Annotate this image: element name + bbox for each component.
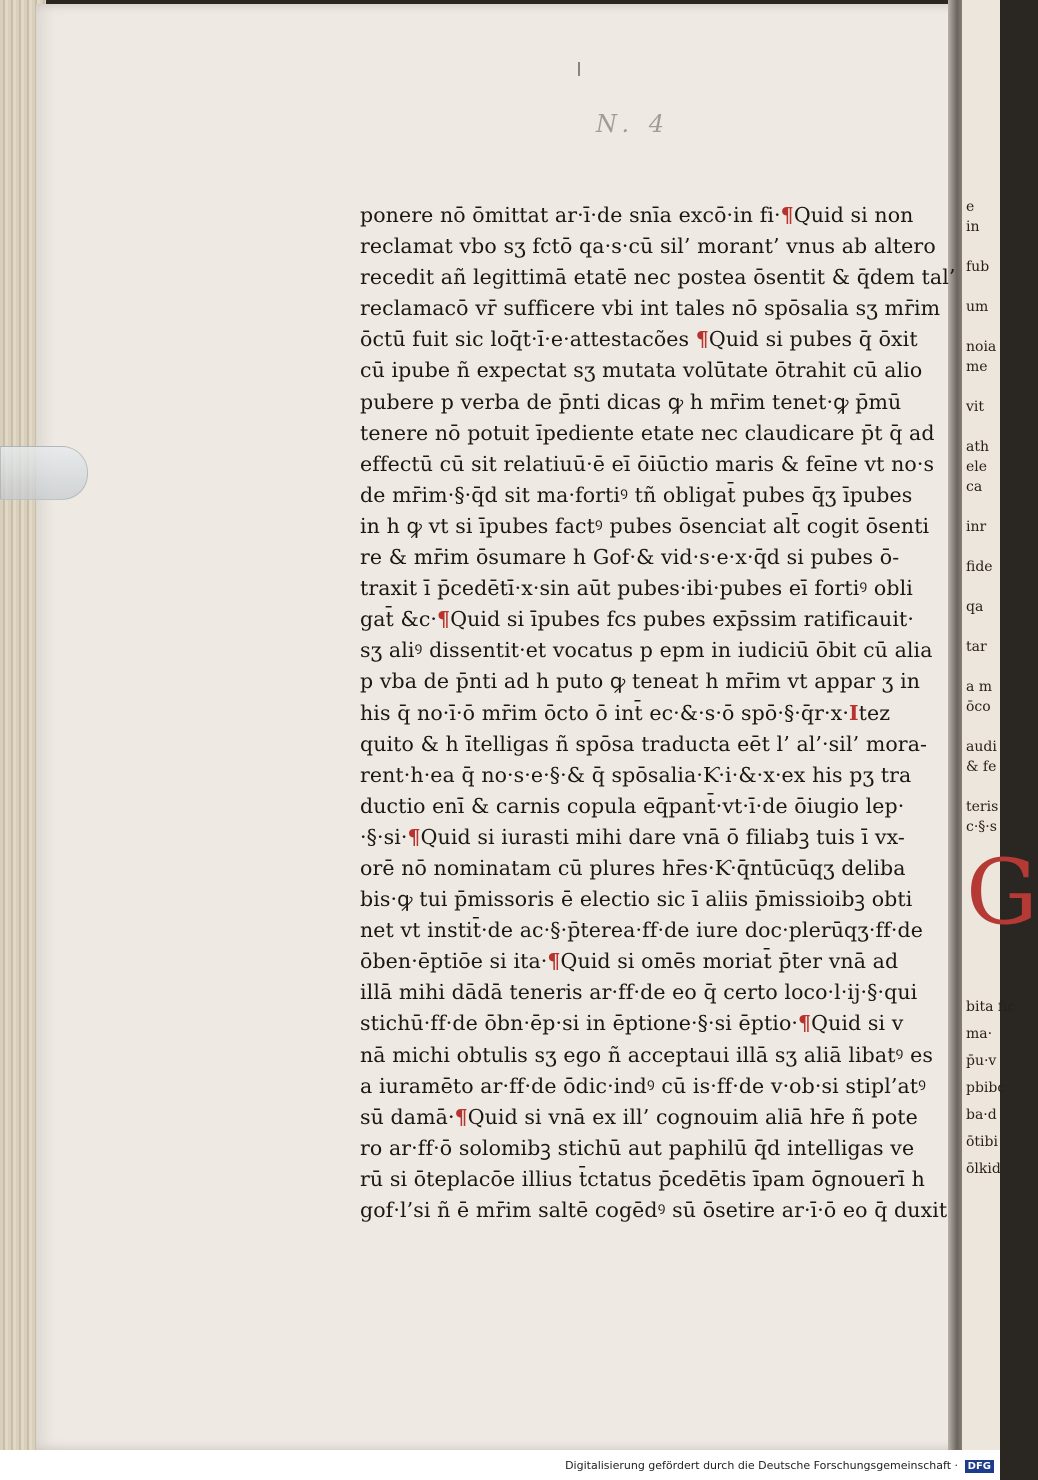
facing-page-fragment: ca <box>966 479 983 495</box>
dfg-logo: DFG <box>965 1460 994 1473</box>
text-line <box>360 449 940 480</box>
rubric-paragraph-mark: ¶ <box>437 607 451 632</box>
text-column <box>360 200 956 1226</box>
line-text: pubere p verba de p̄nti dicas ꝙ h mr̄im tenet·ꝙ p̄mū <box>360 389 902 414</box>
text-line <box>360 511 940 542</box>
text-line <box>360 977 940 1008</box>
facing-page-fragment: ōlkid <box>966 1161 1001 1177</box>
facing-page-fragment: fub <box>966 259 990 275</box>
line-text: rū si ōteplacōe illius t̄ctatus p̄cedētis īpam ōgnouerī h <box>360 1166 925 1191</box>
line-text: in h ꝙ vt si īpubes factꝰ pubes ōsenciat alt̄ cogit ōsenti <box>360 513 930 538</box>
line-text-after-mark: Quid si non <box>793 203 914 227</box>
line-text: tenere nō potuit īpediente etate nec claudicare p̄t q̄ ad <box>360 420 935 445</box>
line-text: ponere nō ōmittat ar·ī·de snīa excō·in fi· <box>360 203 781 227</box>
footer-bar <box>0 1450 1000 1480</box>
line-text: de mr̄im·§·q̄d sit ma·fortiꝰ tñ obligat̄ pubes q̄ʒ īpubes <box>360 482 913 507</box>
facing-page-fragment: qa <box>966 599 984 615</box>
text-line <box>360 760 940 791</box>
line-text: ro ar·ff·ō solomibꝫ stichū aut paphilū q̄d intelligas ve <box>360 1135 915 1160</box>
facing-page-fragment: um <box>966 299 989 315</box>
line-text: p vba de p̄nti ad h puto ꝙ teneat h mr̄im vt appar ʒ in <box>360 669 921 694</box>
facing-page-edge <box>962 0 1016 1450</box>
text-line <box>360 200 940 231</box>
line-text: gof·l’si ñ ē mr̄im saltē cogēdꝰ sū ōsetire ar·ī·ō eo q̄ duxit <box>360 1198 948 1222</box>
text-line <box>360 1133 940 1164</box>
text-line <box>360 1040 940 1071</box>
line-text-after-mark: Quid si omēs moriat̄ p̄ter vnā ad <box>560 949 899 974</box>
rubric-paragraph-mark: ¶ <box>407 824 421 849</box>
facing-page-fragment: noia <box>966 339 997 355</box>
text-line <box>360 822 940 853</box>
rubric-paragraph-mark: ¶ <box>780 203 794 227</box>
text-line <box>360 1008 940 1039</box>
rubric-paragraph-mark: ¶ <box>695 327 709 352</box>
text-line <box>360 293 940 324</box>
facing-page-fragment: inr <box>966 519 987 535</box>
text-line <box>360 418 940 449</box>
pencil-mark: N. 4 <box>596 110 670 138</box>
facing-page-fragment: e <box>966 199 975 215</box>
line-text: effectū cū sit relatiuū·ē eī ōiūctio maris & feīne vt no·s <box>360 451 935 476</box>
text-line <box>360 1071 940 1102</box>
line-text: traxit ī p̄cedētī·x·sin aūt pubes·ibi·pubes eī fortiꝰ obli <box>360 576 913 601</box>
line-text-after-mark: Quid si vnā ex ill’ cognouim aliā hr̄e ñ pote <box>467 1104 918 1129</box>
text-line <box>360 604 940 635</box>
facing-page-initial: G <box>966 840 1038 945</box>
text-line <box>360 946 940 977</box>
line-text: illā mihi dādā teneris ar·ff·de eo q̄ certo loco·l·ij·§·qui <box>360 980 918 1005</box>
text-line <box>360 1164 940 1195</box>
text-line <box>360 915 940 946</box>
rubric-paragraph-mark: ¶ <box>454 1104 468 1129</box>
facing-page-fragment: audi <box>966 739 997 755</box>
line-text-after-mark: Quid si īpubes fcs pubes exp̄ssim ratificauit· <box>450 607 914 632</box>
text-line <box>360 324 940 355</box>
facing-page-fragment: c·§·s <box>966 819 997 835</box>
facing-page-fragment: & fe <box>966 759 997 775</box>
text-line <box>360 635 940 666</box>
footer-credit: Digitalisierung gefördert durch die Deutsche Forschungsgemeinschaft · <box>565 1459 958 1472</box>
line-text: a iuramēto ar·ff·de ōdic·indꝰ cū is·ff·de v·ob·si stipl’atꝰ <box>360 1073 927 1098</box>
facing-page-fragment: me <box>966 359 988 375</box>
facing-page-fragment: pbibc <box>966 1080 1006 1096</box>
facing-page-fragment: a m <box>966 679 993 695</box>
line-text: nā michi obtulis sʒ ego ñ acceptaui illā sʒ aliā libatꝰ es <box>360 1042 933 1067</box>
text-line <box>360 480 940 511</box>
line-text: net vt instit̄·de ac·§·p̄terea·ff·de iure doc·plerūqʒ·ff·de <box>360 918 923 943</box>
text-line <box>360 387 940 418</box>
facing-page-fragment: bita fic <box>966 999 1016 1015</box>
line-text: his q̄ no·ī·ō mr̄im ōcto ō int̄ ec·&·s·ō spō·§·q̄r·x· <box>360 700 849 725</box>
line-text: ·§·si· <box>360 824 408 849</box>
text-line <box>360 1195 948 1226</box>
rubric-paragraph-mark: ¶ <box>798 1011 812 1036</box>
facing-page-fragment: ōtibi <box>966 1134 998 1150</box>
line-text: gat̄ &c· <box>360 607 438 632</box>
facing-page-fragment: teris <box>966 799 999 815</box>
line-text: reclamat vbo sʒ fctō qa·s·cū sil’ morant’ vnus ab altero <box>360 234 936 259</box>
line-text: rent·h·ea q̄ no·s·e·§·& q̄ spōsalia·Ƙ·i·&·x·ex his pʒ tra <box>360 762 912 787</box>
facing-page-fragment: ma· <box>966 1026 993 1042</box>
line-text: orē nō nominatam cū plures hr̄es·Ƙ·q̄ntūcūqʒ deliba <box>360 855 906 880</box>
line-text: re & mr̄im ōsumare h Gof·& vid·s·e·x·q̄d si pubes ō- <box>360 545 900 570</box>
facing-page-fragment: ōco <box>966 699 991 715</box>
page-clip <box>0 446 88 500</box>
line-text: ōben·ēptiōe si ita· <box>360 949 548 974</box>
line-text: sū damā· <box>360 1104 455 1129</box>
line-text: quito & h ītelligas ñ spōsa traducta eēt l’ al’·sil’ mora- <box>360 731 928 756</box>
page-mark <box>578 62 580 76</box>
text-line <box>360 729 940 760</box>
text-line <box>360 262 956 293</box>
text-line <box>360 884 940 915</box>
line-text-after-mark: Quid si pubes q̄ ōxit <box>708 327 918 352</box>
line-text: bis·ꝙ tui p̄missoris ē electio sic ī aliis p̄missioibꝫ obti <box>360 887 913 912</box>
rubric-paragraph-mark: I <box>848 700 859 725</box>
line-text: cū ipube ñ expectat sʒ mutata volūtate ōtrahit cū alio <box>360 358 923 383</box>
facing-page-fragment: ba·d <box>966 1107 997 1123</box>
line-text: sʒ aliꝰ dissentit·et vocatus p epm in iudiciū ōbit cū alia <box>360 638 933 663</box>
text-line <box>360 698 940 729</box>
line-text-after-mark: Quid si iurasti mihi dare vnā ō filiabꝫ tuis ī vx- <box>420 824 905 849</box>
text-line <box>360 355 940 386</box>
facing-page-fragment: tar <box>966 639 987 655</box>
facing-page-fragment: ele <box>966 459 988 475</box>
text-line <box>360 853 940 884</box>
line-text-after-mark: Quid si v <box>811 1011 904 1036</box>
facing-page-fragment: fide <box>966 559 993 575</box>
text-line <box>360 542 940 573</box>
line-text: ōctū fuit sic loq̄t·ī·e·attestacões <box>360 327 696 352</box>
line-text: stichū·ff·de ōbn·ēp·si in ēptione·§·si ēptio· <box>360 1011 799 1036</box>
line-text: recedit añ legittimā etatē nec postea ōsentit & q̄dem tal’ <box>360 265 956 290</box>
line-text-after-mark: tez <box>858 700 891 725</box>
facing-page-fragment: vit <box>966 399 985 415</box>
text-line <box>360 791 940 822</box>
text-line <box>360 231 940 262</box>
text-line <box>360 666 940 697</box>
text-line <box>360 573 940 604</box>
facing-page-fragment: p̄u·v <box>966 1053 997 1069</box>
line-text: reclamacō vr̄ sufficere vbi int tales nō spōsalia sʒ mr̄im <box>360 296 941 321</box>
facing-page-fragment: in <box>966 219 980 235</box>
text-line <box>360 1102 940 1133</box>
rubric-paragraph-mark: ¶ <box>547 949 561 974</box>
facing-page-fragment: ath <box>966 439 989 455</box>
line-text: ductio enī & carnis copula eq̄pant̄·vt·ī·de ōiugio lep· <box>360 793 905 818</box>
